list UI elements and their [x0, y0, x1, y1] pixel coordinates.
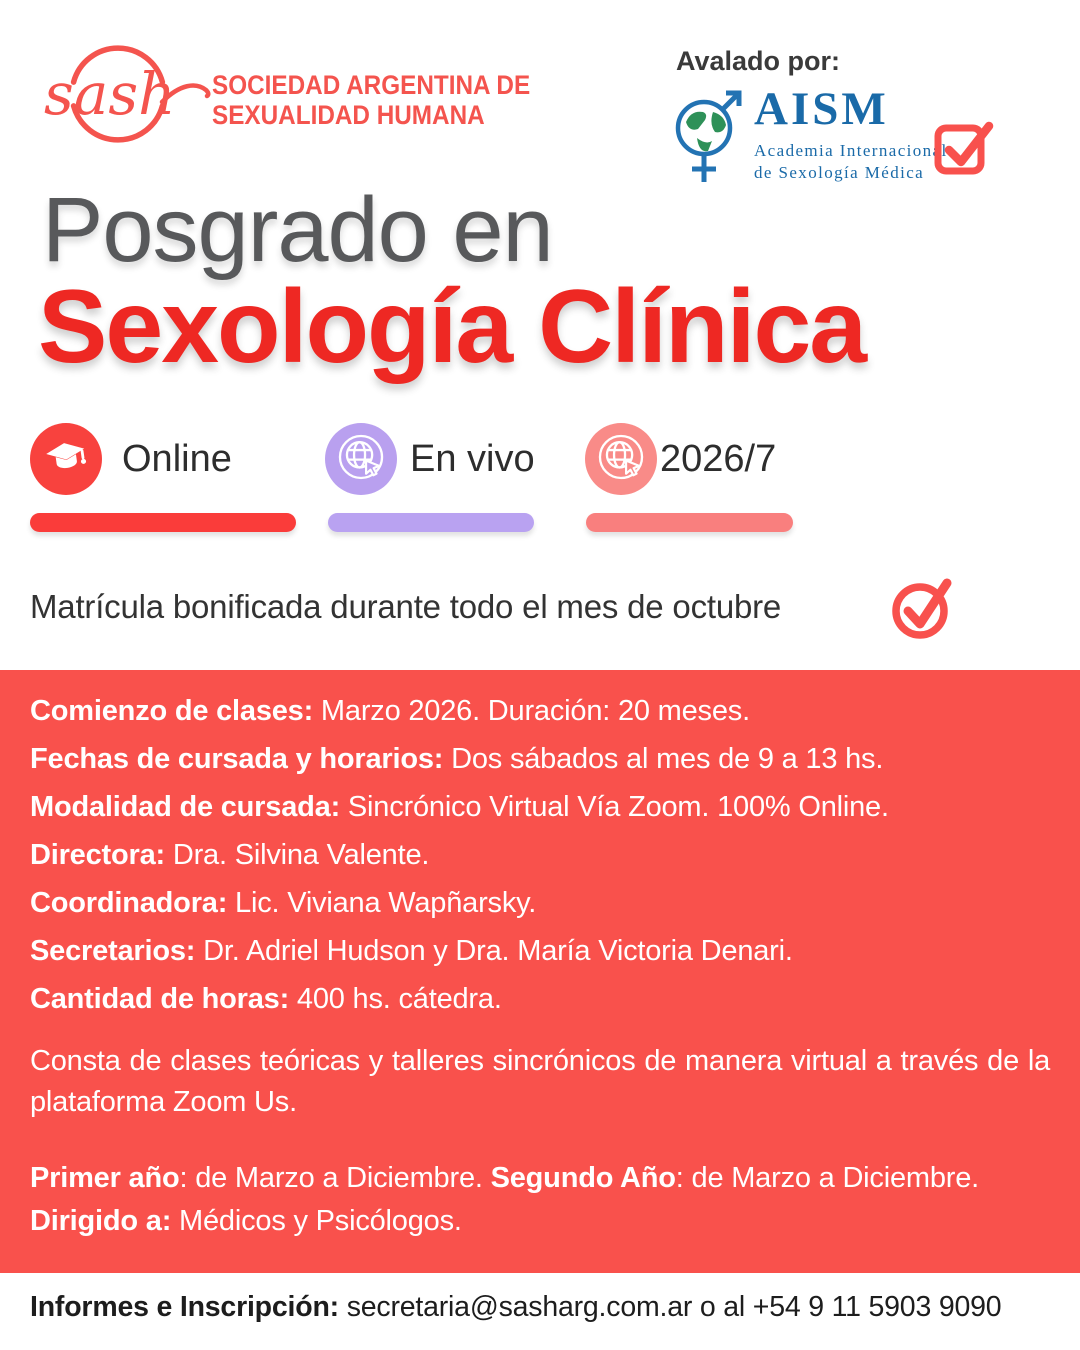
title-line2: Sexología Clínica: [38, 269, 866, 385]
org-name-line1: SOCIEDAD ARGENTINA DE: [212, 70, 531, 100]
aism-acronym: AISM: [754, 83, 889, 135]
detail-label: Comienzo de clases:: [30, 695, 314, 727]
details-paragraph: Consta de clases teóricas y talleres sincrónicos de manera virtual a través de la plataforma Zoom Us.: [30, 1045, 1050, 1118]
badge-en-vivo: [325, 423, 397, 495]
years-label2: Segundo Año: [490, 1162, 676, 1194]
aism-subtitle: [754, 140, 948, 184]
years-text1: : de Marzo a Diciembre.: [179, 1162, 491, 1194]
years-line: [30, 1157, 1050, 1200]
details-years: [30, 1157, 1050, 1243]
years-text2: : de Marzo a Diciembre.: [675, 1162, 980, 1194]
detail-text: Dr. Adriel Hudson y Dra. María Victoria Denari.: [195, 935, 793, 967]
detail-label: Directora:: [30, 839, 165, 871]
checkbox-icon: [930, 114, 996, 185]
sash-logo-icon: [38, 32, 216, 165]
detail-label: Secretarios:: [30, 935, 196, 967]
promo-text: Matrícula bonificada durante todo el mes de octubre: [30, 588, 782, 625]
org-name-line2: SEXUALIDAD HUMANA: [212, 100, 485, 130]
detail-line: [30, 696, 1050, 727]
endorsement-label: Avalado por:: [676, 46, 841, 76]
underline-bar-salmon: [586, 513, 793, 532]
detail-label: Modalidad de cursada:: [30, 791, 341, 823]
years-label1: Primer año: [30, 1162, 180, 1194]
detail-text: Dra. Silvina Valente.: [165, 839, 430, 871]
detail-text: Lic. Viviana Wapñarsky.: [227, 887, 537, 919]
badge-en-vivo-label: En vivo: [410, 438, 535, 480]
footer-contact: [30, 1291, 1001, 1324]
underline-bar-purple: [328, 513, 534, 532]
detail-line: [30, 840, 1050, 871]
underline-bar-red: [30, 513, 296, 532]
aism-subtitle-line1: Academia Internacional: [754, 141, 948, 160]
detail-text: Dos sábados al mes de 9 a 13 hs.: [443, 743, 884, 775]
sash-logo-text: sash: [44, 60, 176, 128]
aism-gender-globe-icon: [666, 84, 746, 193]
badge-year: [585, 423, 657, 495]
audience-text: Médicos y Psicólogos.: [171, 1205, 462, 1237]
badge-year-label: 2026/7: [660, 438, 777, 480]
detail-text: 400 hs. cátedra.: [289, 983, 502, 1015]
aism-subtitle-line2: de Sexología Médica: [754, 163, 925, 182]
detail-line: [30, 984, 1050, 1015]
org-name: [212, 70, 530, 130]
audience-label: Dirigido a:: [30, 1205, 172, 1237]
title-line1: Posgrado en: [42, 179, 553, 281]
badge-online: [30, 423, 102, 495]
check-circle-icon: [890, 574, 958, 647]
footer-text: secretaria@sasharg.com.ar o al +54 9 11 5903 9090: [338, 1291, 1002, 1323]
audience-line: [30, 1200, 1050, 1243]
detail-text: Sincrónico Virtual Vía Zoom. 100% Online.: [340, 791, 889, 823]
badge-online-label: Online: [122, 438, 232, 480]
detail-label: Cantidad de horas:: [30, 983, 290, 1015]
detail-line: [30, 888, 1050, 919]
detail-line: [30, 744, 1050, 775]
detail-line: [30, 792, 1050, 823]
detail-label: Coordinadora:: [30, 887, 228, 919]
detail-line: [30, 936, 1050, 967]
graduation-cap-icon: [43, 434, 89, 485]
footer-label: Informes e Inscripción:: [30, 1291, 339, 1323]
globe-cursor-icon: [332, 428, 390, 491]
detail-label: Fechas de cursada y horarios:: [30, 743, 444, 775]
globe-cursor-icon: [592, 428, 650, 491]
detail-text: Marzo 2026. Duración: 20 meses.: [313, 695, 750, 727]
details-block: [0, 670, 1080, 1273]
